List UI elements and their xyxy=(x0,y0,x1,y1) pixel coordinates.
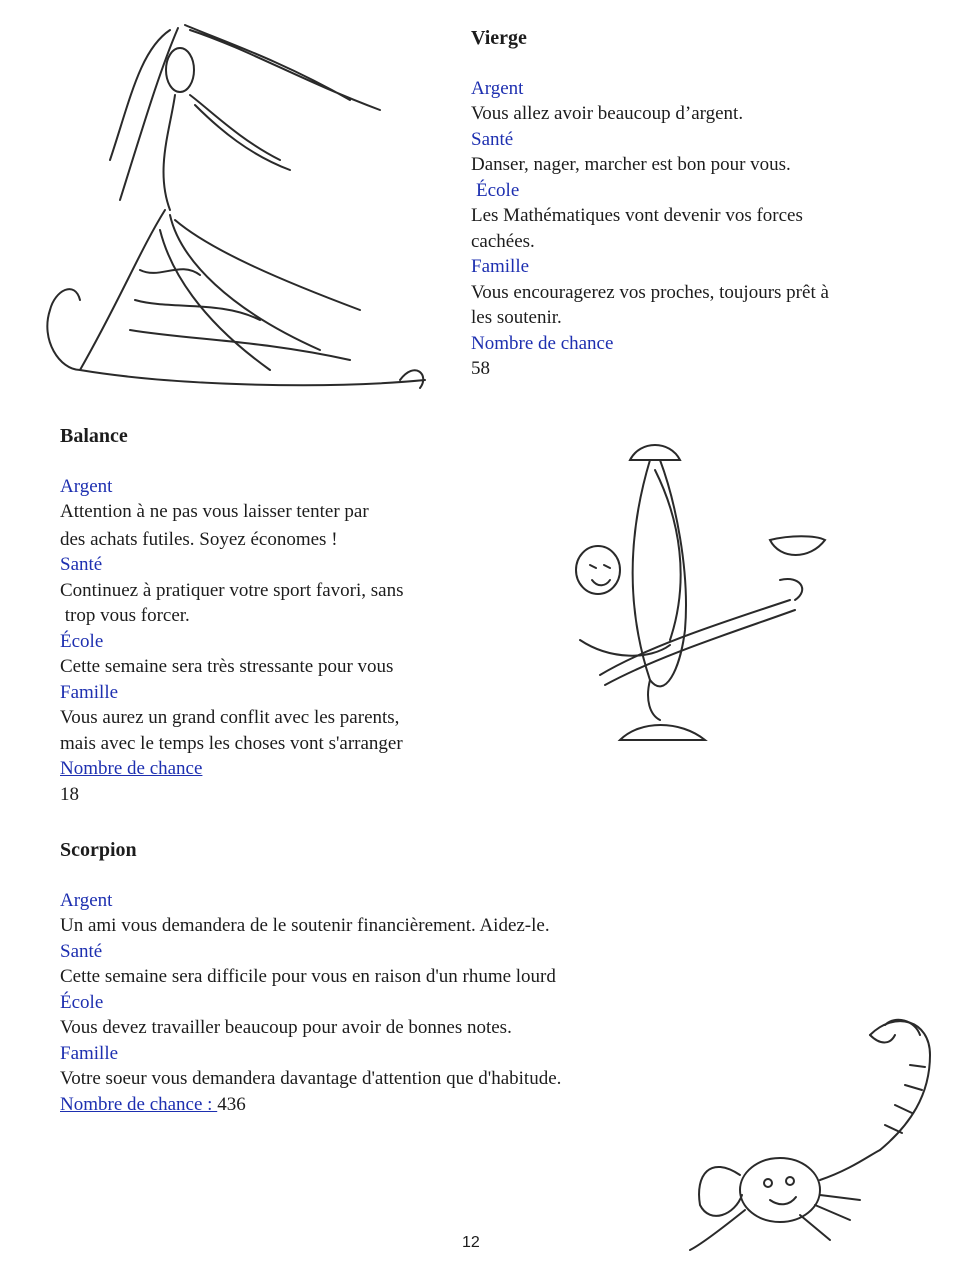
vierge-title: Vierge xyxy=(471,27,527,49)
page-number: 12 xyxy=(462,1234,480,1251)
vierge-argent-text: Vous allez avoir beaucoup d’argent. xyxy=(471,103,744,124)
scorpion-chance-label: Nombre de chance : xyxy=(60,1093,218,1115)
balance-famille-text-1: Vous aurez un grand conflit avec les parents, xyxy=(60,707,400,728)
balance-sante-text-2: trop vous forcer. xyxy=(60,605,190,626)
balance-chance-value: 18 xyxy=(60,783,79,805)
balance-ecole-text: Cette semaine sera très stressante pour vous xyxy=(60,656,394,677)
vierge-ecole-text-1: Les Mathématiques vont devenir vos forces xyxy=(471,205,803,226)
balance-section xyxy=(60,424,480,807)
balance-famille-text-2: mais avec le temps les choses vont s'arranger xyxy=(60,732,403,754)
scorpion-title: Scorpion xyxy=(60,839,137,861)
vierge-ecole-label: École xyxy=(476,179,520,201)
scorpion-section xyxy=(60,838,700,1117)
balance-famille-label: Famille xyxy=(60,681,119,703)
balance-title: Balance xyxy=(60,425,128,447)
scorpion-sante-label: Santé xyxy=(60,940,103,962)
balance-ecole-label: École xyxy=(60,630,104,652)
vierge-sante-text: Danser, nager, marcher est bon pour vous. xyxy=(471,154,791,175)
vierge-argent-label: Argent xyxy=(471,77,524,99)
scorpion-chance-value: 436 xyxy=(217,1093,246,1115)
scorpion-ecole-label: École xyxy=(60,991,104,1013)
balance-sante-label: Santé xyxy=(60,554,103,575)
vierge-famille-text-1: Vous encouragerez vos proches, toujours prêt à xyxy=(471,281,829,303)
scorpion-famille-label: Famille xyxy=(60,1042,119,1064)
scorpion-sante-text: Cette semaine sera difficile pour vous en raison d'un rhume lourd xyxy=(60,966,556,987)
vierge-famille-text-2: les soutenir. xyxy=(471,307,562,328)
vierge-section xyxy=(471,26,941,382)
scorpion-argent-text: Un ami vous demandera de le soutenir financièrement. Aidez-le. xyxy=(60,915,550,936)
virgo-illustration xyxy=(20,10,440,400)
balance-argent-text-1: Attention à ne pas vous laisser tenter par xyxy=(60,501,369,522)
vierge-chance-label: Nombre de chance xyxy=(471,332,614,354)
vierge-chance-value: 58 xyxy=(471,358,490,379)
balance-chance-label: Nombre de chance xyxy=(60,758,203,779)
scorpion-chance-line xyxy=(60,1092,700,1118)
scorpion-ecole-text: Vous devez travailler beaucoup pour avoir de bonnes notes. xyxy=(60,1017,512,1038)
libra-illustration xyxy=(540,430,830,760)
balance-argent-text-2: des achats futiles. Soyez économes ! xyxy=(60,528,338,550)
scorpio-illustration xyxy=(680,1005,950,1255)
vierge-sante-label: Santé xyxy=(471,128,514,150)
vierge-ecole-text-2: cachées. xyxy=(471,230,535,252)
balance-sante-text-1: Continuez à pratiquer votre sport favori, sans xyxy=(60,579,404,601)
vierge-famille-label: Famille xyxy=(471,256,530,277)
scorpion-famille-text: Votre soeur vous demandera davantage d'attention que d'habitude. xyxy=(60,1068,562,1089)
scorpion-argent-label: Argent xyxy=(60,889,113,911)
balance-argent-label: Argent xyxy=(60,475,113,497)
